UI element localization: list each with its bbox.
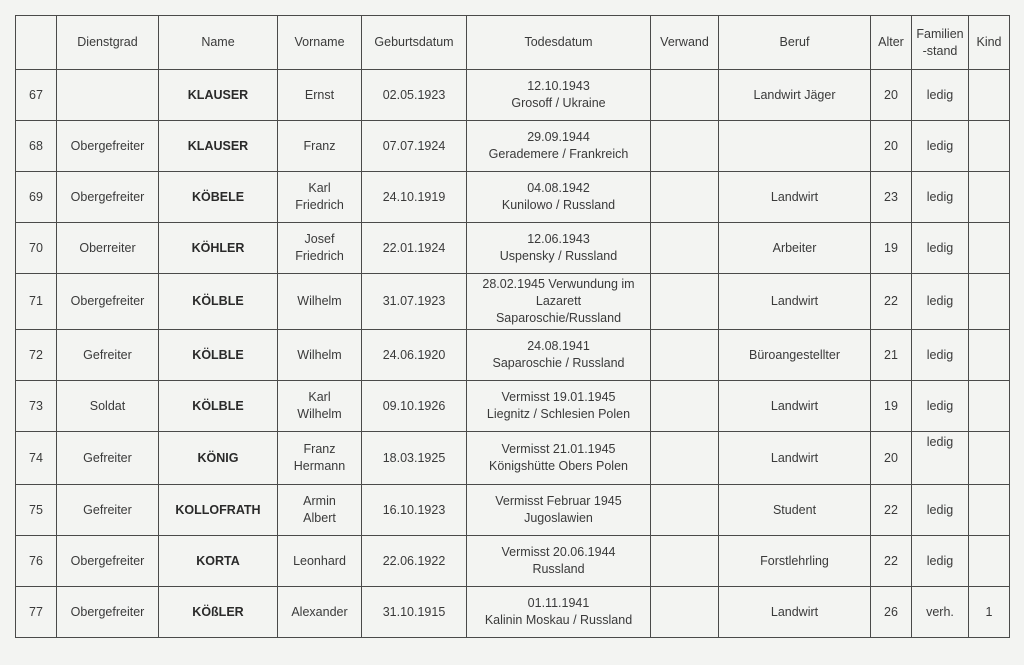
cell-first-name: Wilhelm [278,274,362,330]
table-row [16,223,1010,274]
cell-occupation: Landwirt Jäger [719,70,871,121]
cell-first-name: Josef Friedrich [278,223,362,274]
cell-marital-status: ledig [912,381,969,432]
cell-name: KÖLBLE [159,330,278,381]
cell-rank: Obergefreiter [57,121,159,172]
cell-birth-date: 02.05.1923 [362,70,467,121]
cell-occupation: Student [719,485,871,536]
cell-children [969,432,1010,485]
cell-marital-status: ledig [912,432,969,485]
table-row [16,536,1010,587]
cell-occupation: Arbeiter [719,223,871,274]
cell-name: KÖLBLE [159,274,278,330]
cell-birth-date: 18.03.1925 [362,432,467,485]
table-row [16,274,1010,330]
cell-death-date: Vermisst Februar 1945 Jugoslawien [467,485,651,536]
cell-age: 20 [871,121,912,172]
column-header [57,16,159,70]
column-header-text: Name [201,35,235,49]
cell-age: 20 [871,70,912,121]
column-header-text: Geburtsdatum [374,35,454,49]
cell-marital-status: verh. [912,587,969,638]
column-header [159,16,278,70]
cell-first-name: Ernst [278,70,362,121]
header-row [16,16,1010,70]
cell-death-date: 28.02.1945 Verwundung im Lazarett Saparoschie/Russland [467,274,651,330]
column-header-text: Vorname [294,35,345,49]
cell-name: KLAUSER [159,70,278,121]
column-header-text: Beruf [779,35,810,49]
cell-name: KÖLBLE [159,381,278,432]
cell-number: 77 [16,587,57,638]
cell-birth-date: 31.10.1915 [362,587,467,638]
cell-number: 70 [16,223,57,274]
cell-birth-date: 22.01.1924 [362,223,467,274]
cell-rank: Gefreiter [57,432,159,485]
cell-children [969,274,1010,330]
column-header [278,16,362,70]
column-header [467,16,651,70]
cell-birth-date: 22.06.1922 [362,536,467,587]
column-header-text: Familien [916,26,964,41]
table-row [16,70,1010,121]
cell-relation [651,121,719,172]
cell-age: 19 [871,223,912,274]
cell-death-date: 29.09.1944 Gerademere / Frankreich [467,121,651,172]
cell-age: 19 [871,381,912,432]
cell-age: 22 [871,485,912,536]
cell-death-date: 04.08.1942 Kunilowo / Russland [467,172,651,223]
cell-first-name: Leonhard [278,536,362,587]
column-header [362,16,467,70]
cell-death-date: 01.11.1941 Kalinin Moskau / Russland [467,587,651,638]
cell-number: 76 [16,536,57,587]
cell-rank: Obergefreiter [57,274,159,330]
cell-marital-status: ledig [912,121,969,172]
column-header [651,16,719,70]
cell-age: 26 [871,587,912,638]
cell-name: KORTA [159,536,278,587]
cell-number: 75 [16,485,57,536]
cell-rank [57,70,159,121]
cell-occupation: Landwirt [719,432,871,485]
cell-marital-status: ledig [912,536,969,587]
cell-first-name: Franz Hermann [278,432,362,485]
cell-name: KÖNIG [159,432,278,485]
cell-rank: Oberreiter [57,223,159,274]
cell-birth-date: 07.07.1924 [362,121,467,172]
cell-rank: Obergefreiter [57,587,159,638]
cell-age: 23 [871,172,912,223]
cell-children [969,172,1010,223]
table-body [16,70,1010,638]
cell-children [969,70,1010,121]
cell-relation [651,172,719,223]
column-header-text: -stand [922,43,958,58]
cell-marital-status: ledig [912,330,969,381]
cell-occupation: Landwirt [719,274,871,330]
cell-name: KÖßLER [159,587,278,638]
cell-birth-date: 31.07.1923 [362,274,467,330]
cell-children [969,330,1010,381]
cell-birth-date: 24.10.1919 [362,172,467,223]
column-header [912,16,969,70]
cell-number: 74 [16,432,57,485]
cell-relation [651,432,719,485]
cell-marital-status: ledig [912,223,969,274]
cell-relation [651,536,719,587]
cell-death-date: Vermisst 21.01.1945 Königshütte Obers Polen [467,432,651,485]
cell-occupation: Landwirt [719,381,871,432]
table-row [16,432,1010,485]
cell-first-name: Wilhelm [278,330,362,381]
cell-death-date: Vermisst 20.06.1944 Russland [467,536,651,587]
cell-birth-date: 09.10.1926 [362,381,467,432]
cell-first-name: Karl Wilhelm [278,381,362,432]
column-header-text: Dienstgrad [77,35,138,49]
cell-name: KLAUSER [159,121,278,172]
cell-death-date: 12.06.1943 Uspensky / Russland [467,223,651,274]
cell-age: 22 [871,274,912,330]
cell-number: 69 [16,172,57,223]
column-header [16,16,57,70]
cell-age: 20 [871,432,912,485]
cell-rank: Obergefreiter [57,536,159,587]
table-row [16,172,1010,223]
cell-age: 21 [871,330,912,381]
cell-relation [651,485,719,536]
cell-rank: Obergefreiter [57,172,159,223]
column-header-text: Kind [976,35,1002,49]
cell-occupation: Büroangestellter [719,330,871,381]
casualty-table [15,15,1010,638]
cell-number: 72 [16,330,57,381]
cell-children: 1 [969,587,1010,638]
cell-first-name: Karl Friedrich [278,172,362,223]
table-row [16,587,1010,638]
column-header-text: Verwand [660,35,709,49]
column-header [969,16,1010,70]
table-row [16,330,1010,381]
cell-relation [651,381,719,432]
cell-relation [651,330,719,381]
cell-birth-date: 16.10.1923 [362,485,467,536]
column-header [719,16,871,70]
cell-occupation [719,121,871,172]
cell-first-name: Franz [278,121,362,172]
cell-children [969,381,1010,432]
cell-relation [651,274,719,330]
cell-number: 71 [16,274,57,330]
cell-name: KÖBELE [159,172,278,223]
cell-death-date: 24.08.1941 Saparoschie / Russland [467,330,651,381]
cell-birth-date: 24.06.1920 [362,330,467,381]
column-header-text: Alter [878,35,904,49]
cell-children [969,223,1010,274]
cell-relation [651,587,719,638]
cell-relation [651,70,719,121]
cell-children [969,485,1010,536]
cell-rank: Gefreiter [57,485,159,536]
cell-death-date: Vermisst 19.01.1945 Liegnitz / Schlesien Polen [467,381,651,432]
cell-marital-status: ledig [912,172,969,223]
cell-name: KOLLOFRATH [159,485,278,536]
cell-name: KÖHLER [159,223,278,274]
cell-rank: Gefreiter [57,330,159,381]
cell-children [969,121,1010,172]
column-header [871,16,912,70]
table-row [16,485,1010,536]
cell-marital-status: ledig [912,485,969,536]
cell-number: 73 [16,381,57,432]
cell-occupation: Landwirt [719,172,871,223]
cell-marital-status: ledig [912,274,969,330]
cell-occupation: Landwirt [719,587,871,638]
column-header-text: Todesdatum [524,35,593,49]
cell-children [969,536,1010,587]
cell-number: 67 [16,70,57,121]
cell-rank: Soldat [57,381,159,432]
cell-marital-status: ledig [912,70,969,121]
cell-occupation: Forstlehrling [719,536,871,587]
table-row [16,121,1010,172]
cell-first-name: Armin Albert [278,485,362,536]
cell-death-date: 12.10.1943 Grosoff / Ukraine [467,70,651,121]
table-row [16,381,1010,432]
cell-number: 68 [16,121,57,172]
cell-age: 22 [871,536,912,587]
cell-relation [651,223,719,274]
cell-first-name: Alexander [278,587,362,638]
